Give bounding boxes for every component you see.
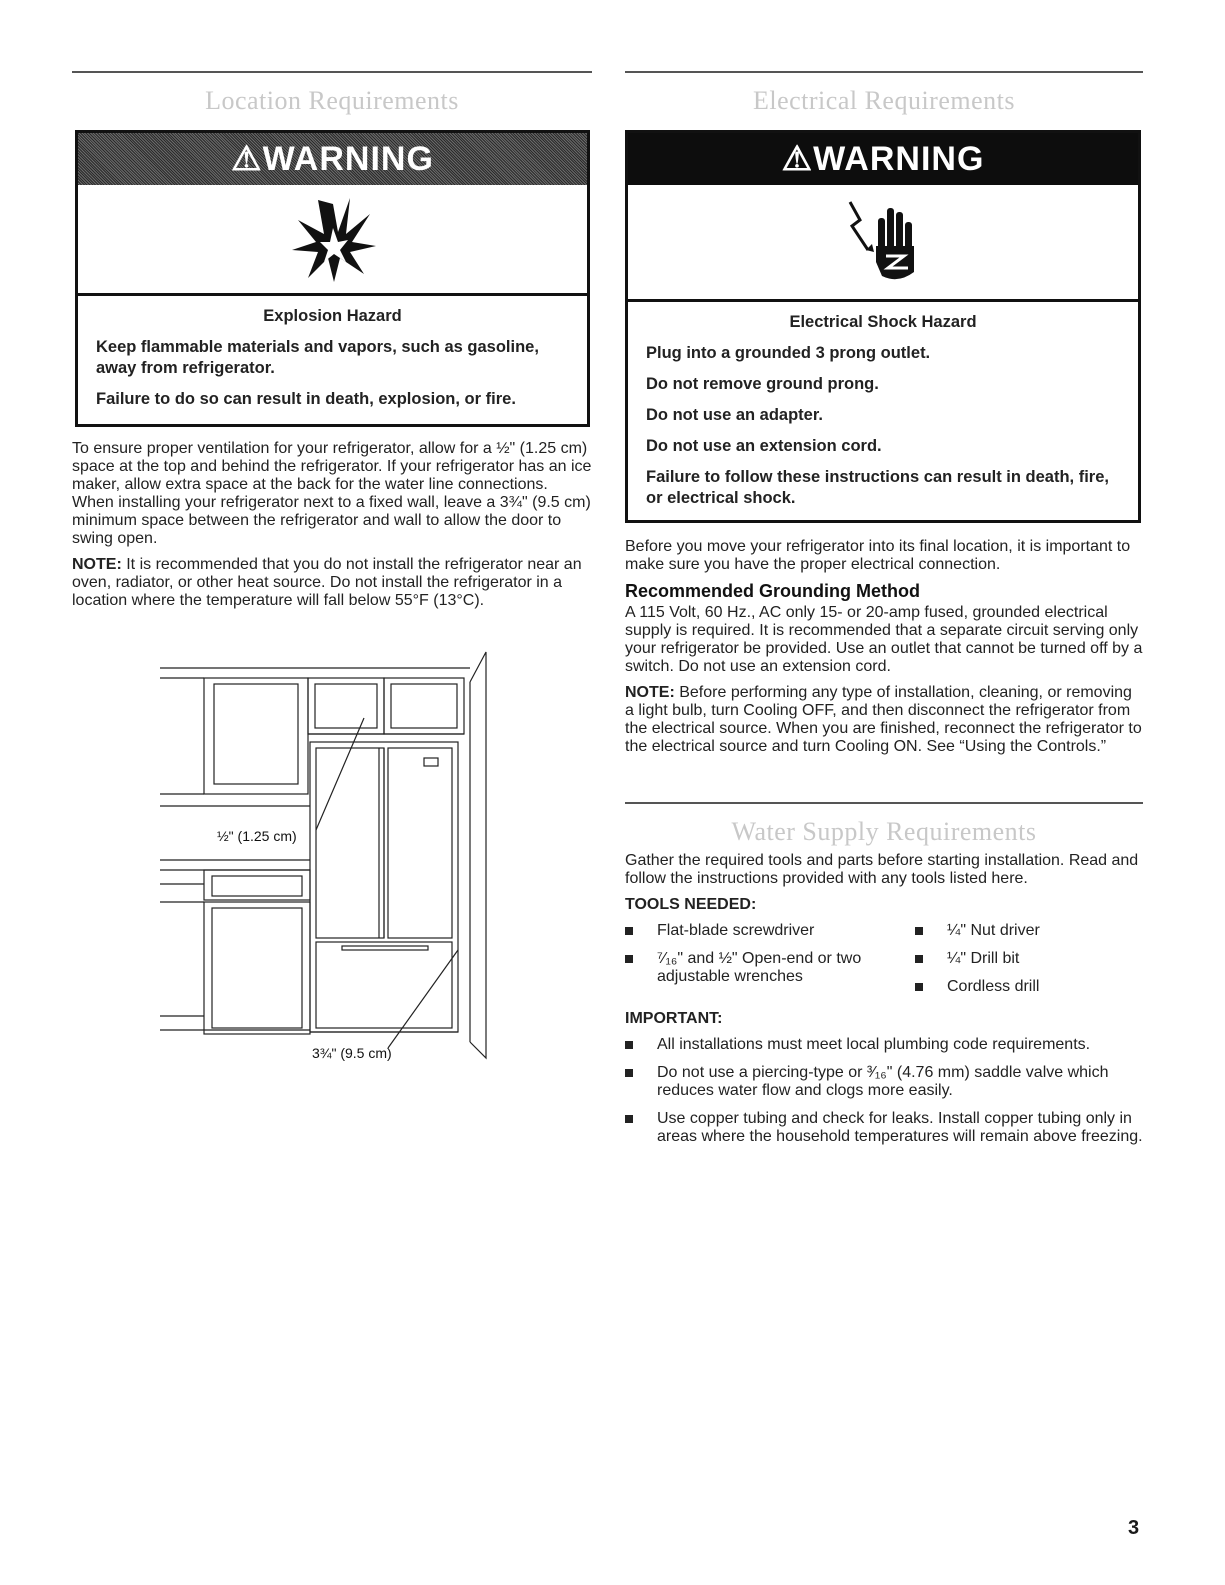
side-clearance-label: 3¾" (9.5 cm) <box>312 1045 392 1061</box>
tools-list-left <box>625 922 915 1006</box>
warning-body <box>78 296 587 430</box>
note-text: It is recommended that you do not install the refrigerator near an oven, radiator, or other heat source. Do not install the refrigerator in a location where the temperature will fall below 55°F (13°C). <box>72 556 582 609</box>
left-top-rule <box>72 71 592 73</box>
location-note <box>72 556 592 610</box>
water-text <box>625 852 1145 1156</box>
ventilation-paragraph: To ensure proper ventilation for your refrigerator, allow for a ½" (1.25 cm) space at the top and behind the refrigerator. If your refrigerator has an ice maker, allow extra space at the back for the water line connections. When installing your refrigerator next to a fixed wall, leave a 3¾" (9.5 cm) minimum space between the refrigerator and wall to allow the door to swing open. <box>72 440 592 547</box>
warning-line: Do not remove ground prong. <box>646 375 879 393</box>
water-intro: Gather the required tools and parts before starting installation. Read and follow the instructions provided with any tools listed here. <box>625 852 1139 887</box>
electrical-warning-box <box>625 130 1141 523</box>
refrigerator-cabinet-drawing <box>160 650 520 1070</box>
list-item: Cordless drill <box>915 978 1040 996</box>
important-list <box>625 1036 1145 1146</box>
explosion-icon <box>288 194 378 284</box>
explosion-warning-box <box>75 130 590 427</box>
electric-shock-hand-icon <box>838 192 928 292</box>
list-item: Use copper tubing and check for leaks. Install copper tubing only in areas where the household temperatures will remain above freezing. <box>625 1110 1145 1146</box>
warning-line: Plug into a grounded 3 prong outlet. <box>646 344 931 362</box>
location-requirements-title: Location Requirements <box>205 86 459 115</box>
hazard-title: Explosion Hazard <box>263 307 402 325</box>
list-item: ¼" Nut driver <box>915 922 1040 940</box>
tools-needed-label: TOOLS NEEDED: <box>625 896 757 913</box>
location-text <box>72 440 592 618</box>
warning-line: Do not use an extension cord. <box>646 437 882 455</box>
list-item: Flat-blade screwdriver <box>625 922 915 940</box>
shock-icon-area <box>628 185 1138 302</box>
water-supply-title: Water Supply Requirements <box>731 817 1037 846</box>
warning-line: Keep flammable materials and vapors, such as gasoline, away from refrigerator. <box>96 338 539 377</box>
electrical-note <box>625 684 1145 756</box>
clearance-diagram <box>160 650 520 1070</box>
warning-header: ⚠WARNING <box>78 133 587 185</box>
warning-line: Failure to do so can result in death, explosion, or fire. <box>96 390 516 408</box>
grounding-paragraph: A 115 Volt, 60 Hz., AC only 15- or 20-amp fused, grounded electrical supply is required. It is recommended that a separate circuit serving only your refrigerator be provided. Use an outlet that cannot be turned off by a switch. Do not use an extension cord. <box>625 604 1143 675</box>
right-top-rule <box>625 71 1143 73</box>
hazard-title: Electrical Shock Hazard <box>789 313 977 331</box>
warning-line: Do not use an adapter. <box>646 406 823 424</box>
page-number: 3 <box>1128 1517 1140 1539</box>
tools-list-right <box>915 922 1040 1006</box>
top-clearance-label: ½" (1.25 cm) <box>217 828 297 844</box>
note-label: NOTE: <box>625 684 675 701</box>
note-text: Before performing any type of installation, cleaning, or removing a light bulb, turn Cooling OFF, and then disconnect the refrigerator from the electrical source. When you are finished, reconnect the refrigerator to the electrical source and turn Cooling ON. See “Using the Controls.” <box>625 684 1142 755</box>
note-label: NOTE: <box>72 556 122 573</box>
important-label: IMPORTANT: <box>625 1010 723 1027</box>
warning-header: ⚠WARNING <box>628 133 1138 185</box>
electrical-text <box>625 538 1145 764</box>
warning-line: Failure to follow these instructions can result in death, fire, or electrical shock. <box>646 468 1109 507</box>
electrical-requirements-title: Electrical Requirements <box>752 86 1015 115</box>
list-item: Do not use a piercing-type or ³⁄₁₆" (4.76 mm) saddle valve which reduces water flow and clogs more easily. <box>625 1064 1145 1100</box>
tools-list <box>625 922 1145 1006</box>
explosion-icon-area <box>78 185 587 296</box>
grounding-subheading: Recommended Grounding Method <box>625 581 920 601</box>
warning-body <box>628 302 1138 529</box>
list-item: ¼" Drill bit <box>915 950 1040 968</box>
list-item: ⁷⁄₁₆" and ½" Open-end or two adjustable wrenches <box>625 950 915 986</box>
list-item: All installations must meet local plumbing code requirements. <box>625 1036 1145 1054</box>
water-section-rule <box>625 802 1143 804</box>
electrical-intro: Before you move your refrigerator into its final location, it is important to make sure you have the proper electrical connection. <box>625 538 1131 573</box>
